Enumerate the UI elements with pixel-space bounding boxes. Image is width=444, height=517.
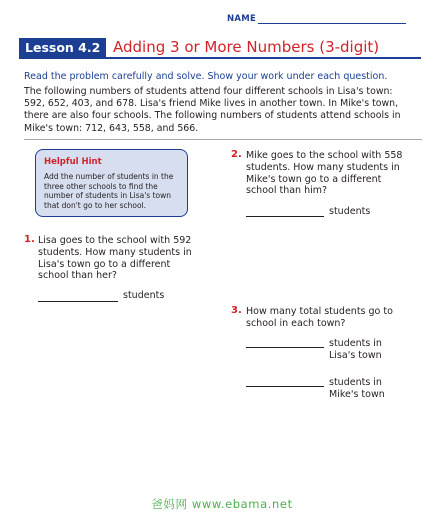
section-divider xyxy=(24,139,422,140)
question-3-number: 3. xyxy=(231,305,242,316)
name-label: NAME xyxy=(227,14,257,24)
question-2-answer-line[interactable] xyxy=(246,216,324,217)
hint-title: Helpful Hint xyxy=(44,157,102,167)
watermark-text: 爸妈网 www.ebama.net xyxy=(151,497,293,511)
header-divider xyxy=(19,57,421,59)
question-2-unit: students xyxy=(329,206,371,217)
question-1-number: 1. xyxy=(24,234,35,245)
lesson-title: Adding 3 or More Numbers (3-digit) xyxy=(113,38,380,56)
question-3-unit-lisa: students in Lisa's town xyxy=(329,338,382,361)
problem-text: The following numbers of students attend four different schools in Lisa's town: 592, 652, 403, and 678. Lisa's friend Mike lives in another town. In Mike's town, there are also four schools. The following numbers of students attend schools in Mike's town: 712, 643, 558, and 566. xyxy=(24,86,401,134)
question-3-text: How many total students go to school in each town? xyxy=(246,306,393,329)
question-3-answer-line-lisa[interactable] xyxy=(246,347,324,348)
name-field-line[interactable] xyxy=(258,23,406,24)
question-1-answer-line[interactable] xyxy=(38,301,118,302)
question-3-unit-mike: students in Mike's town xyxy=(329,377,385,400)
lesson-label: Lesson 4.2 xyxy=(19,38,106,57)
question-3-answer-line-mike[interactable] xyxy=(246,386,324,387)
instruction-text: Read the problem carefully and solve. Show your work under each question. xyxy=(24,71,388,82)
question-2-number: 2. xyxy=(231,149,242,160)
question-2-text: Mike goes to the school with 558 students. How many students in Mike's town go to a different school than him? xyxy=(246,150,403,197)
question-1-text: Lisa goes to the school with 592 students. How many students in Lisa's town go to a different school than her? xyxy=(38,235,192,282)
question-1-unit: students xyxy=(123,290,165,301)
hint-text: Add the number of students in the three other schools to find the number of students in Lisa's town that don't go to her school. xyxy=(44,172,174,211)
